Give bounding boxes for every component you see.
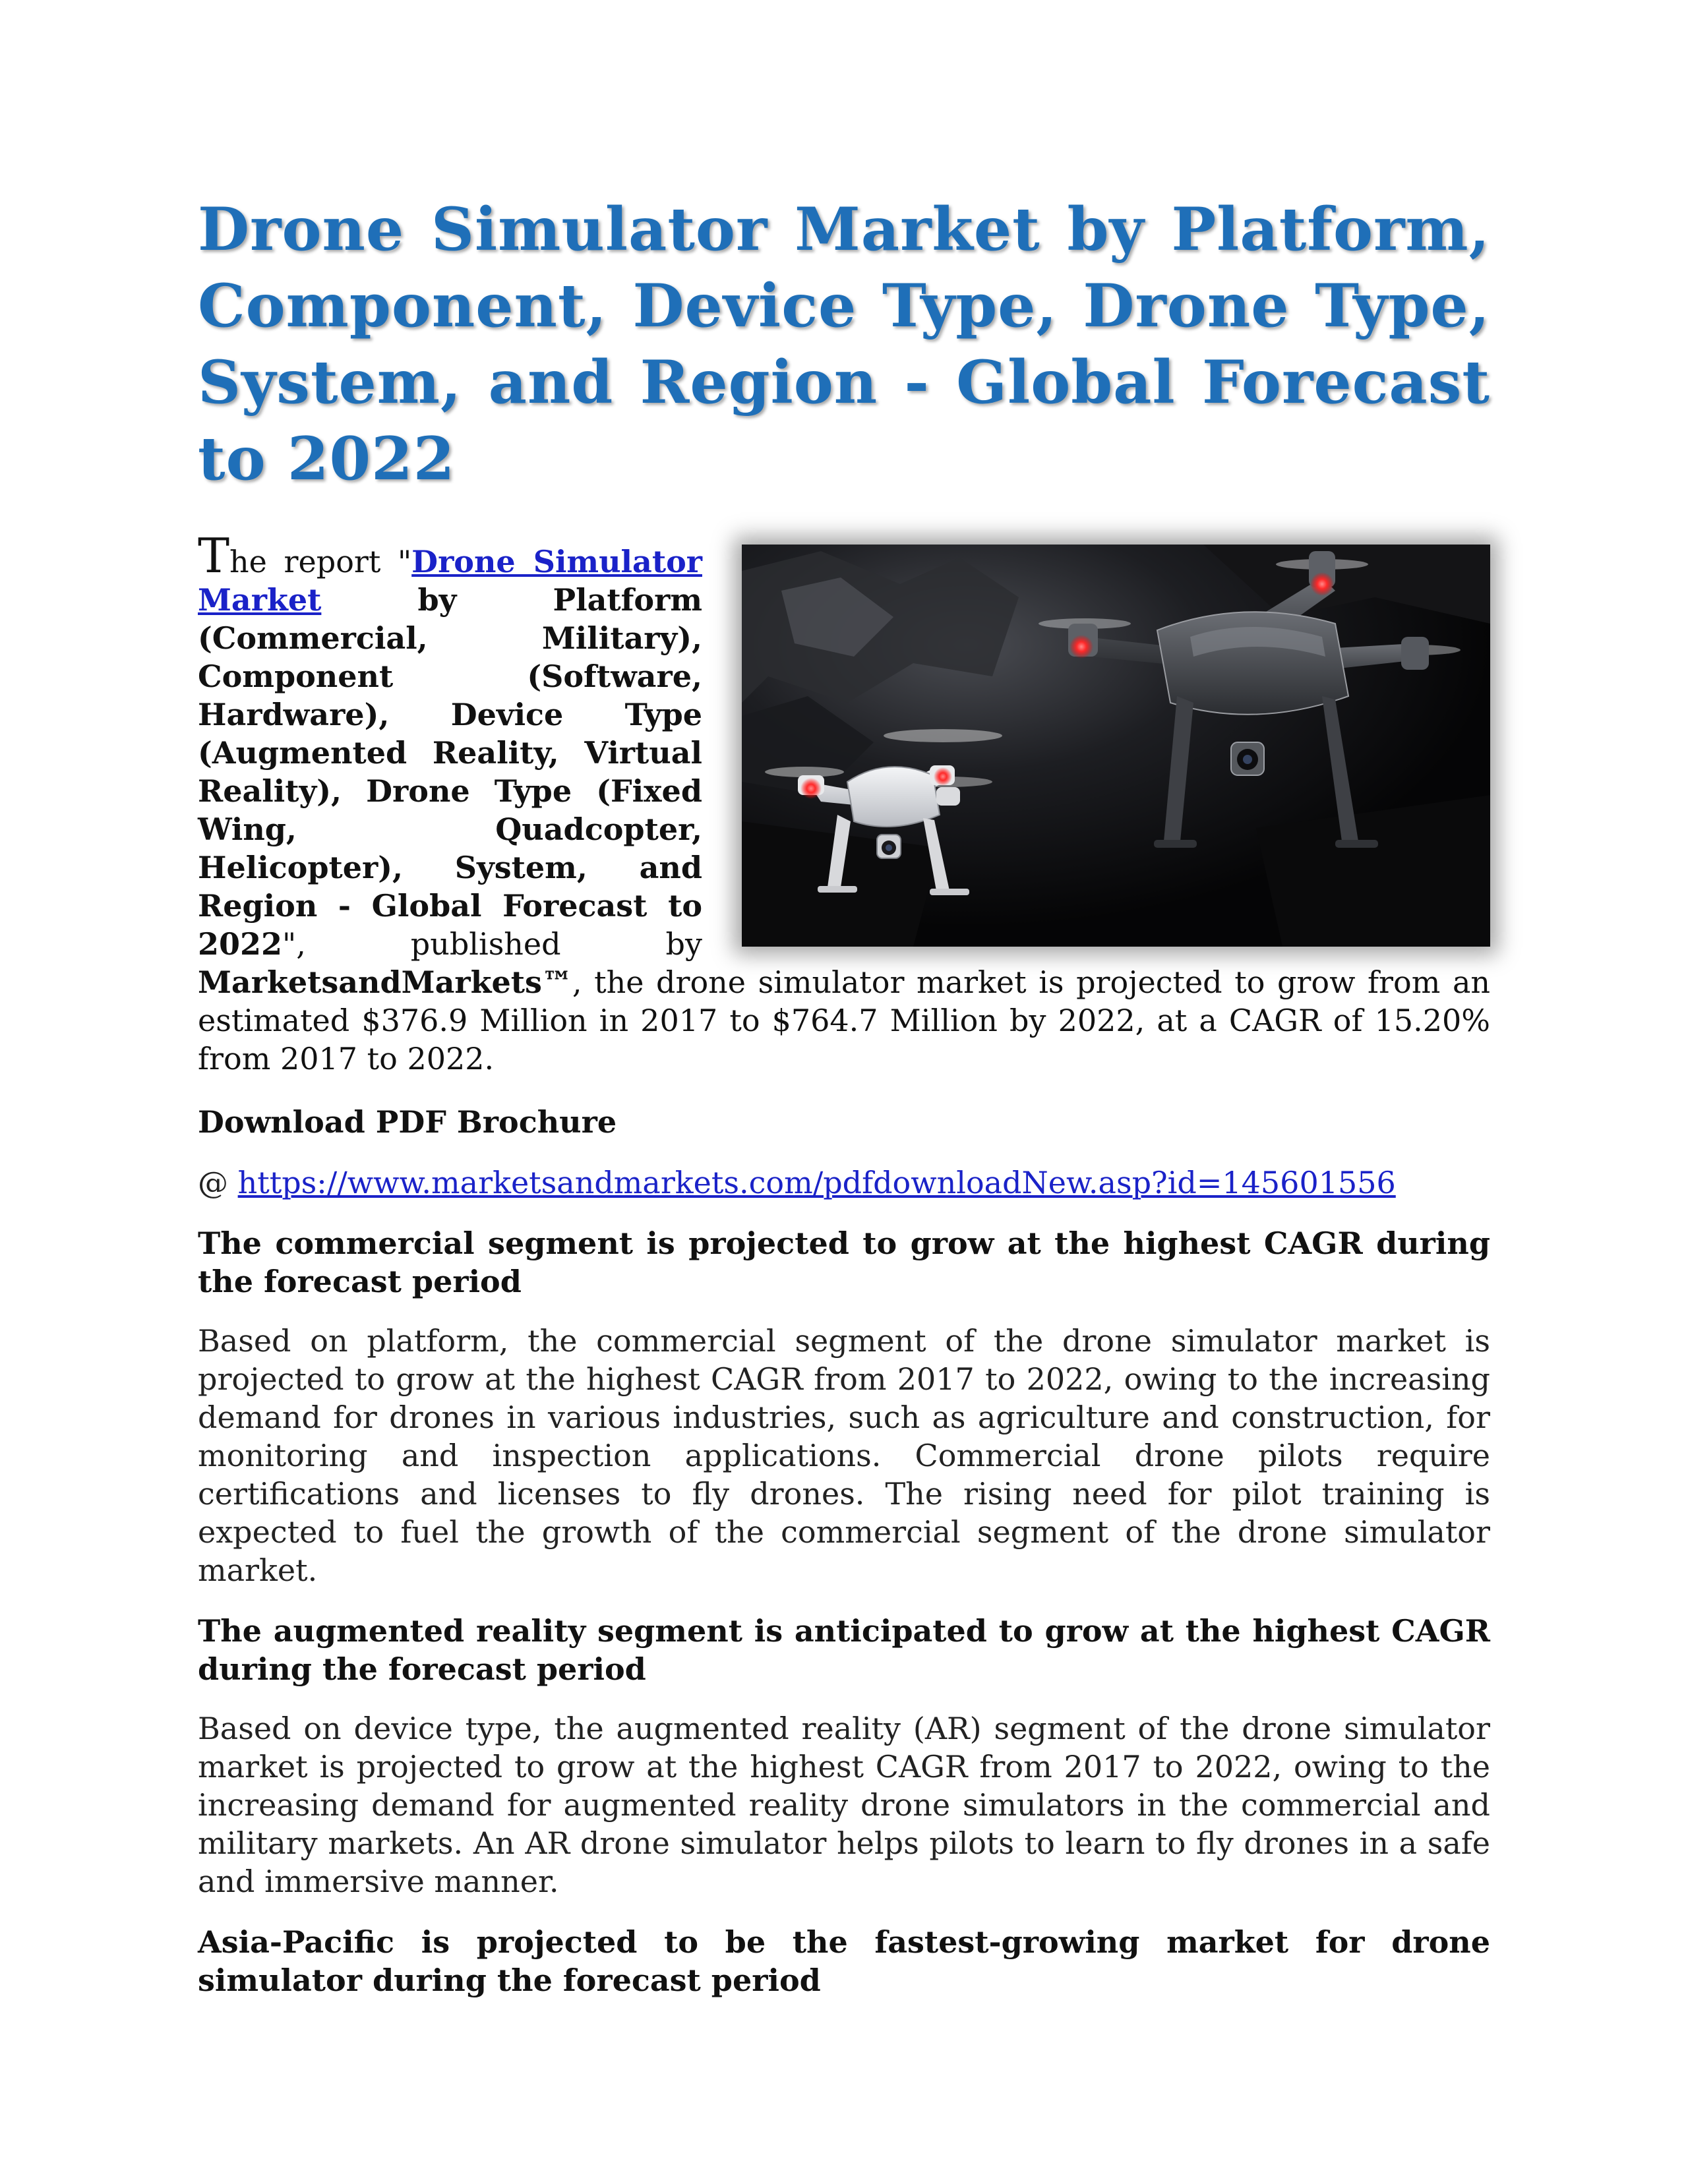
download-line — [198, 1164, 1490, 1202]
section-body-commercial: Based on platform, the commercial segment of the drone simulator market is projected to grow at the highest CAGR from 2017 to 2022, owing to the increasing demand for drones in various industries, such as agriculture and construction, for monitoring and inspection applications. Commercial drone pilots require certifications and licenses to fly drones. The rising need for pilot training is expected to fuel the growth of the commercial segment of the drone simulator market. — [198, 1323, 1490, 1588]
publisher-name: MarketsandMarkets™ — [198, 964, 572, 1000]
section-body-augmented-reality: Based on device type, the augmented reality (AR) segment of the drone simulator market is projected to grow at the highest CAGR from 2017 to 2022, owing to the increasing demand for augmented reality drone simulators in the commercial and military markets. An AR drone simulator helps pilots to learn to fly drones in a safe and immersive manner. — [198, 1711, 1490, 1899]
section-heading-augmented-reality: The augmented reality segment is anticipated to grow at the highest CAGR during the forecast period — [198, 1613, 1490, 1687]
download-label: Download PDF Brochure — [198, 1104, 617, 1140]
intro-mid: ", published by — [282, 926, 702, 962]
download-url-link[interactable]: https://www.marketsandmarkets.com/pdfdownloadNew.asp?id=145601556 — [237, 1165, 1396, 1200]
section-heading-commercial: The commercial segment is projected to grow at the highest CAGR during the forecast period — [198, 1225, 1490, 1299]
intro-rest: , the drone simulator market is projected to grow from an estimated $376.9 Million in 2017 to $764.7 Million by 2022, at a CAGR of 15.20% from 2017 to 2022. — [198, 964, 1490, 1077]
report-title-rest: by Platform (Commercial, Military), Component (Software, Hardware), Device Type (Augmented Reality, Virtual Reality), Drone Type (Fixed Wing, Quadcopter, Helicopter), System, and Region - Global Forecast to 2022 — [198, 582, 702, 962]
page-title: Drone Simulator Market by Platform, Component, Device Type, Drone Type, System, and Region - Global Forecast to 2022 — [198, 194, 1490, 494]
intro-dropcap: T — [198, 528, 230, 583]
download-prefix: @ — [198, 1165, 238, 1200]
report-title-link[interactable]: Drone Simulator Market — [198, 544, 702, 618]
drone-photo — [742, 545, 1490, 947]
document-content — [198, 191, 1490, 1999]
intro-paragraph — [198, 528, 1490, 1078]
intro-lead: he report " — [229, 544, 412, 579]
section-heading-asia-pacific: Asia-Pacific is projected to be the fastest-growing market for drone simulator during the forecast period — [198, 1924, 1490, 1998]
